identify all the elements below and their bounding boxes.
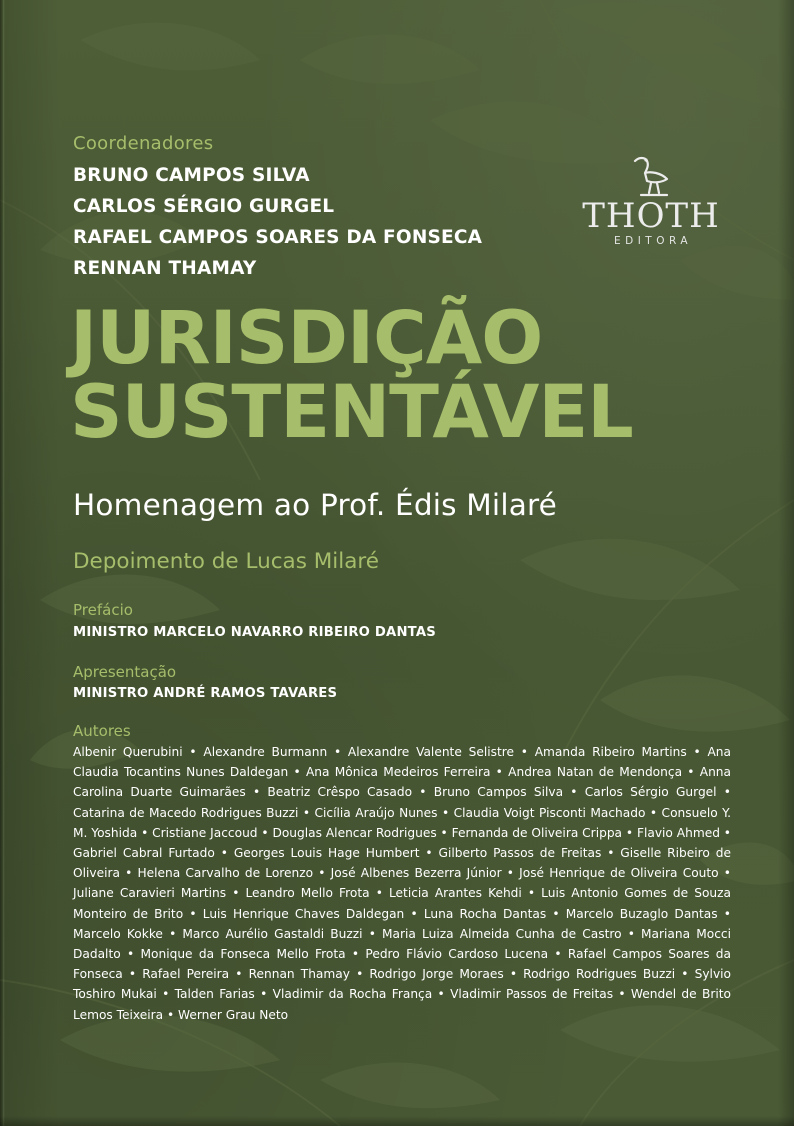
presentation-author: MINISTRO ANDRÉ RAMOS TAVARES <box>73 686 338 701</box>
authors-label: Autores <box>73 722 131 740</box>
coordinator-name: RENNAN THAMAY <box>73 258 257 279</box>
coordinator-name: CARLOS SÉRGIO GURGEL <box>73 196 335 217</box>
spine-shadow <box>0 0 60 1126</box>
preface-label: Prefácio <box>73 601 133 619</box>
ibis-bird-icon <box>627 155 675 197</box>
coordinators-label: Coordenadores <box>73 133 214 154</box>
preface-author: MINISTRO MARCELO NAVARRO RIBEIRO DANTAS <box>73 625 436 640</box>
publisher-logo <box>565 155 737 250</box>
coordinators-list <box>73 160 482 284</box>
book-title-line: SUSTENTÁVEL <box>70 370 633 455</box>
publisher-subtitle: EDITORA <box>613 235 693 247</box>
book-subtitle: Homenagem ao Prof. Édis Milaré <box>73 488 558 522</box>
cover-edge-shadow <box>778 0 794 1126</box>
authors-list: Albenir Querubini • Alexandre Burmann • Alexandre Valente Selistre • Amanda Ribeiro Martins • Ana Claudia Tocantins Nunes Daldegan • Ana Mônica Medeiros Ferreira • Andrea Natan de Mendonça • Anna Carolina Duarte Guimarães • Beatriz Crêspo Casado • Bruno Campos Silva • Carlos Sérgio Gurgel • Catarina de Macedo Rodrigues Buzzi • Cicília Araújo Nunes • Claudia Voigt Pisconti Machado • Consuelo Y. M. Yoshida • Cristiane Jaccoud • Douglas Alencar Rodrigues • Fernanda de Oliveira Crippa • Flavio Ahmed • Gabriel Cabral Furtado • Georges Louis Hage Humbert • Gilberto Passos de Freitas • Giselle Ribeiro de Oliveira • Helena Carvalho de Lorenzo • José Albenes Bezerra Júnior • José Henrique de Oliveira Couto • Juliane Caravieri Martins • Leandro Mello Frota • Leticia Arantes Kehdi • Luis Antonio Gomes de Souza Monteiro de Brito • Luis Henrique Chaves Daldegan • Luna Rocha Dantas • Marcelo Buzaglo Dantas • Marcelo Kokke • Marco Aurélio Gastaldi Buzzi • Maria Luiza Almeida Cunha de Castro • Mariana Mocci Dadalto • Monique da Fonseca Mello Frota • Pedro Flávio Cardoso Lucena • Rafael Campos Soares da Fonseca • Rafael Pereira • Rennan Thamay • Rodrigo Jorge Moraes • Rodrigo Rodrigues Buzzi • Sylvio Toshiro Mukai • Talden Farias • Vladimir da Rocha França • Vladimir Passos de Freitas • Wendel de Brito Lemos Teixeira • Werner Grau Neto <box>73 745 731 1022</box>
presentation-label: Apresentação <box>73 663 177 681</box>
cover-bottom-shadow <box>0 1116 794 1126</box>
testimony-credit: Depoimento de Lucas Milaré <box>73 549 380 574</box>
coordinator-name: RAFAEL CAMPOS SOARES DA FONSECA <box>73 227 483 248</box>
book-title <box>70 296 633 455</box>
publisher-name: THOTH <box>582 196 720 236</box>
book-title-line: JURISDIÇÃO <box>70 296 543 381</box>
coordinator-name: BRUNO CAMPOS SILVA <box>73 165 310 186</box>
